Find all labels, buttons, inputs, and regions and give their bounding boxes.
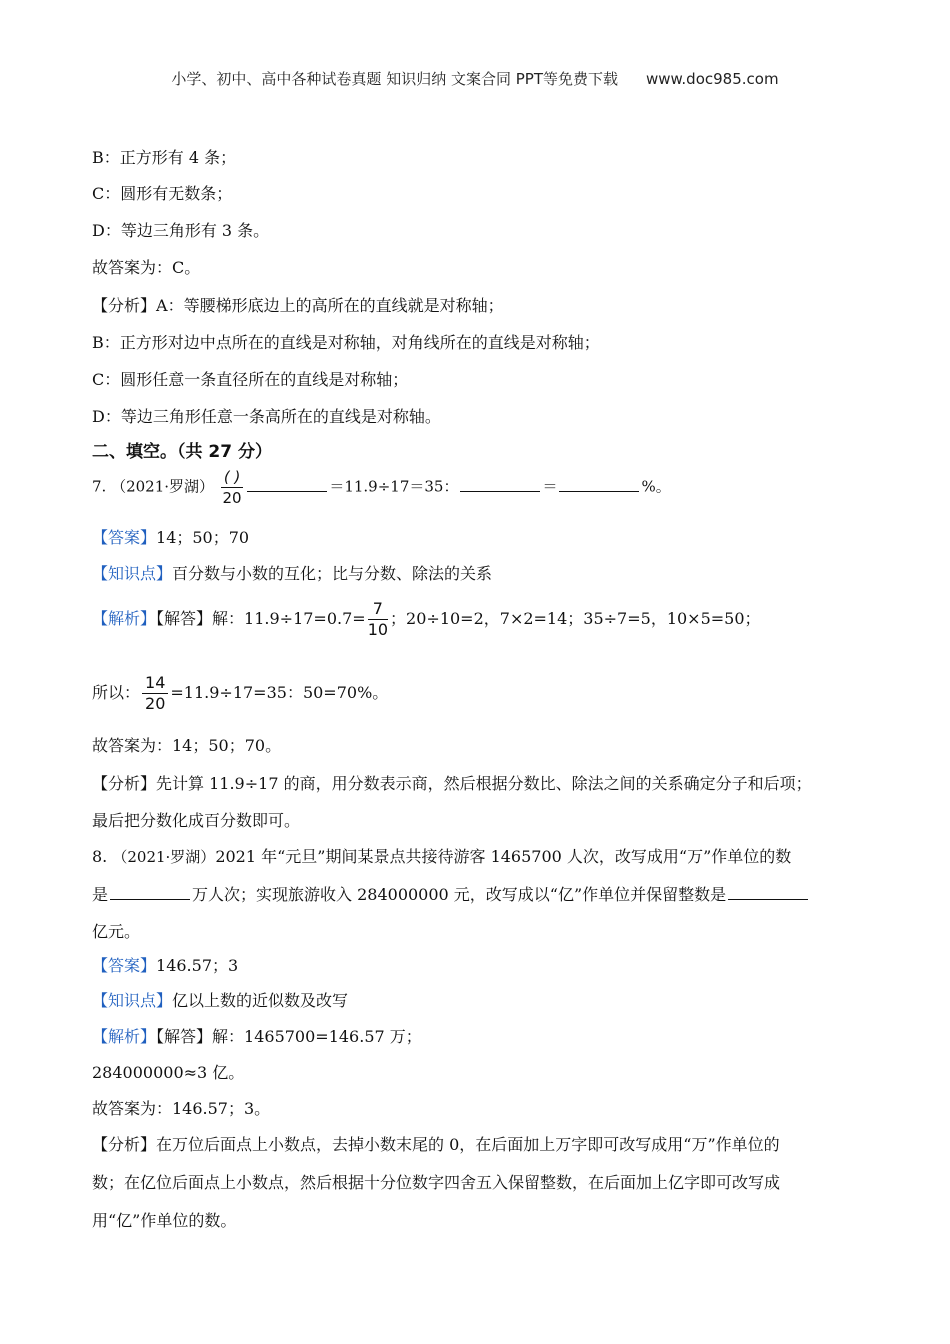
fraction (368, 599, 388, 640)
question-source: （2021·罗湖） (111, 477, 215, 496)
solution-tag: 【解析】 (92, 1027, 157, 1046)
solution-line (92, 1026, 422, 1048)
text-line: 故答案为：14；50；70。 (92, 736, 282, 755)
text-line: 故答案为：146.57；3。 (92, 1099, 271, 1118)
conclusion-prefix: 所以： (92, 683, 141, 702)
answer-tag: 【答案】 (92, 956, 157, 975)
analysis-tag: 【分析】 (92, 1135, 157, 1154)
section-title: 二、填空。（共 27 分） (92, 442, 272, 462)
fraction-denominator: 10 (367, 620, 389, 639)
text-line: 故答案为：C。 (92, 258, 201, 277)
answer-blank[interactable] (460, 477, 540, 492)
analysis-line (92, 773, 812, 795)
conclusion-text: =11.9÷17=35：50=70%。 (170, 683, 389, 702)
question-number: 8. (92, 847, 108, 866)
fraction-denominator: 20 (145, 694, 166, 713)
solution-tag: 【解析】 (92, 609, 157, 628)
header-text: 小学、初中、高中各种试卷真题 知识归纳 文案合同 PPT等免费下载 (171, 70, 618, 88)
knowledge-line (92, 990, 348, 1012)
question-7 (92, 467, 671, 508)
analysis-tag: 【分析】 (92, 774, 157, 793)
solution-text: 解：1465700=146.57 万； (212, 1027, 422, 1046)
answer-text: 146.57；3 (156, 956, 239, 975)
fraction-numerator: 14 (142, 673, 168, 694)
answer-sub-tag: 【解答】 (156, 1027, 213, 1046)
text-line: 用“亿”作单位的数。 (92, 1211, 237, 1230)
fraction-numerator: 7 (368, 599, 388, 620)
text-line: B：正方形对边中点所在的直线是对称轴，对角线所在的直线是对称轴； (92, 333, 600, 352)
text-line: 284000000≈3 亿。 (92, 1063, 245, 1082)
answer-line (92, 527, 249, 549)
equation-text: ＝11.9÷17＝35： (329, 477, 459, 496)
knowledge-line (92, 563, 492, 585)
analysis-tag: 【分析】 (92, 296, 157, 315)
question-8 (92, 846, 791, 868)
fraction-denominator: 20 (222, 489, 242, 507)
question-text: 是 (92, 885, 109, 904)
answer-blank[interactable] (728, 885, 808, 900)
answer-text: 14；50；70 (156, 528, 250, 547)
question-text: 2021 年“元旦”期间某景点共接待游客 1465700 人次，改写成用“万”作单位的数 (215, 847, 792, 866)
knowledge-tag: 【知识点】 (92, 564, 173, 583)
analysis-text: 在万位后面点上小数点，去掉小数末尾的 0，在后面加上万字即可改写成用“万”作单位的 (156, 1135, 780, 1154)
answer-sub-tag: 【解答】 (156, 609, 213, 628)
text-line: B：正方形有 4 条； (92, 148, 237, 167)
solution-text: ；20÷10=2，7×2=14；35÷7=5，10×5=50； (390, 609, 761, 628)
conclusion-line (92, 673, 388, 714)
text-line: 最后把分数化成百分数即可。 (92, 811, 301, 830)
analysis-line (92, 1134, 780, 1156)
fraction (221, 467, 243, 508)
fraction-numerator: ( ) (221, 467, 243, 488)
question-source: （2021·罗湖） (112, 848, 216, 866)
text-line: D：等边三角形任意一条高所在的直线是对称轴。 (92, 407, 441, 426)
percent-text: %。 (641, 477, 671, 496)
answer-tag: 【答案】 (92, 528, 157, 547)
answer-blank[interactable] (559, 477, 639, 492)
question-text: 万人次；实现旅游收入 284000000 元，改写成以“亿”作单位并保留整数是 (192, 885, 727, 904)
answer-blank[interactable] (247, 477, 327, 492)
analysis-text: A：等腰梯形底边上的高所在的直线就是对称轴； (156, 296, 504, 315)
page-header (0, 68, 950, 89)
text-line: 亿元。 (92, 922, 141, 941)
text-line: C：圆形任意一条直径所在的直线是对称轴； (92, 370, 409, 389)
fraction (142, 673, 168, 714)
analysis-text: 先计算 11.9÷17 的商，用分数表示商，然后根据分数比、除法之间的关系确定分子和后项； (156, 774, 812, 793)
solution-line (92, 599, 761, 640)
question-number: 7. (92, 477, 107, 496)
text-line: 数；在亿位后面点上小数点，然后根据十分位数字四舍五入保留整数，在后面加上亿字即可改写成 (92, 1173, 781, 1192)
text-line: C：圆形有无数条； (92, 184, 233, 203)
answer-line (92, 955, 238, 977)
answer-blank[interactable] (110, 885, 190, 900)
knowledge-tag: 【知识点】 (92, 991, 173, 1010)
question-text-line (92, 884, 810, 906)
solution-text: 解：11.9÷17=0.7= (212, 609, 366, 628)
knowledge-text: 亿以上数的近似数及改写 (172, 991, 349, 1010)
text-line: D：等边三角形有 3 条。 (92, 221, 270, 240)
analysis-line (92, 295, 504, 317)
knowledge-text: 百分数与小数的互化；比与分数、除法的关系 (172, 564, 493, 583)
equation-text: ＝ (542, 477, 558, 496)
header-site-link[interactable]: www.doc985.com (645, 70, 779, 88)
